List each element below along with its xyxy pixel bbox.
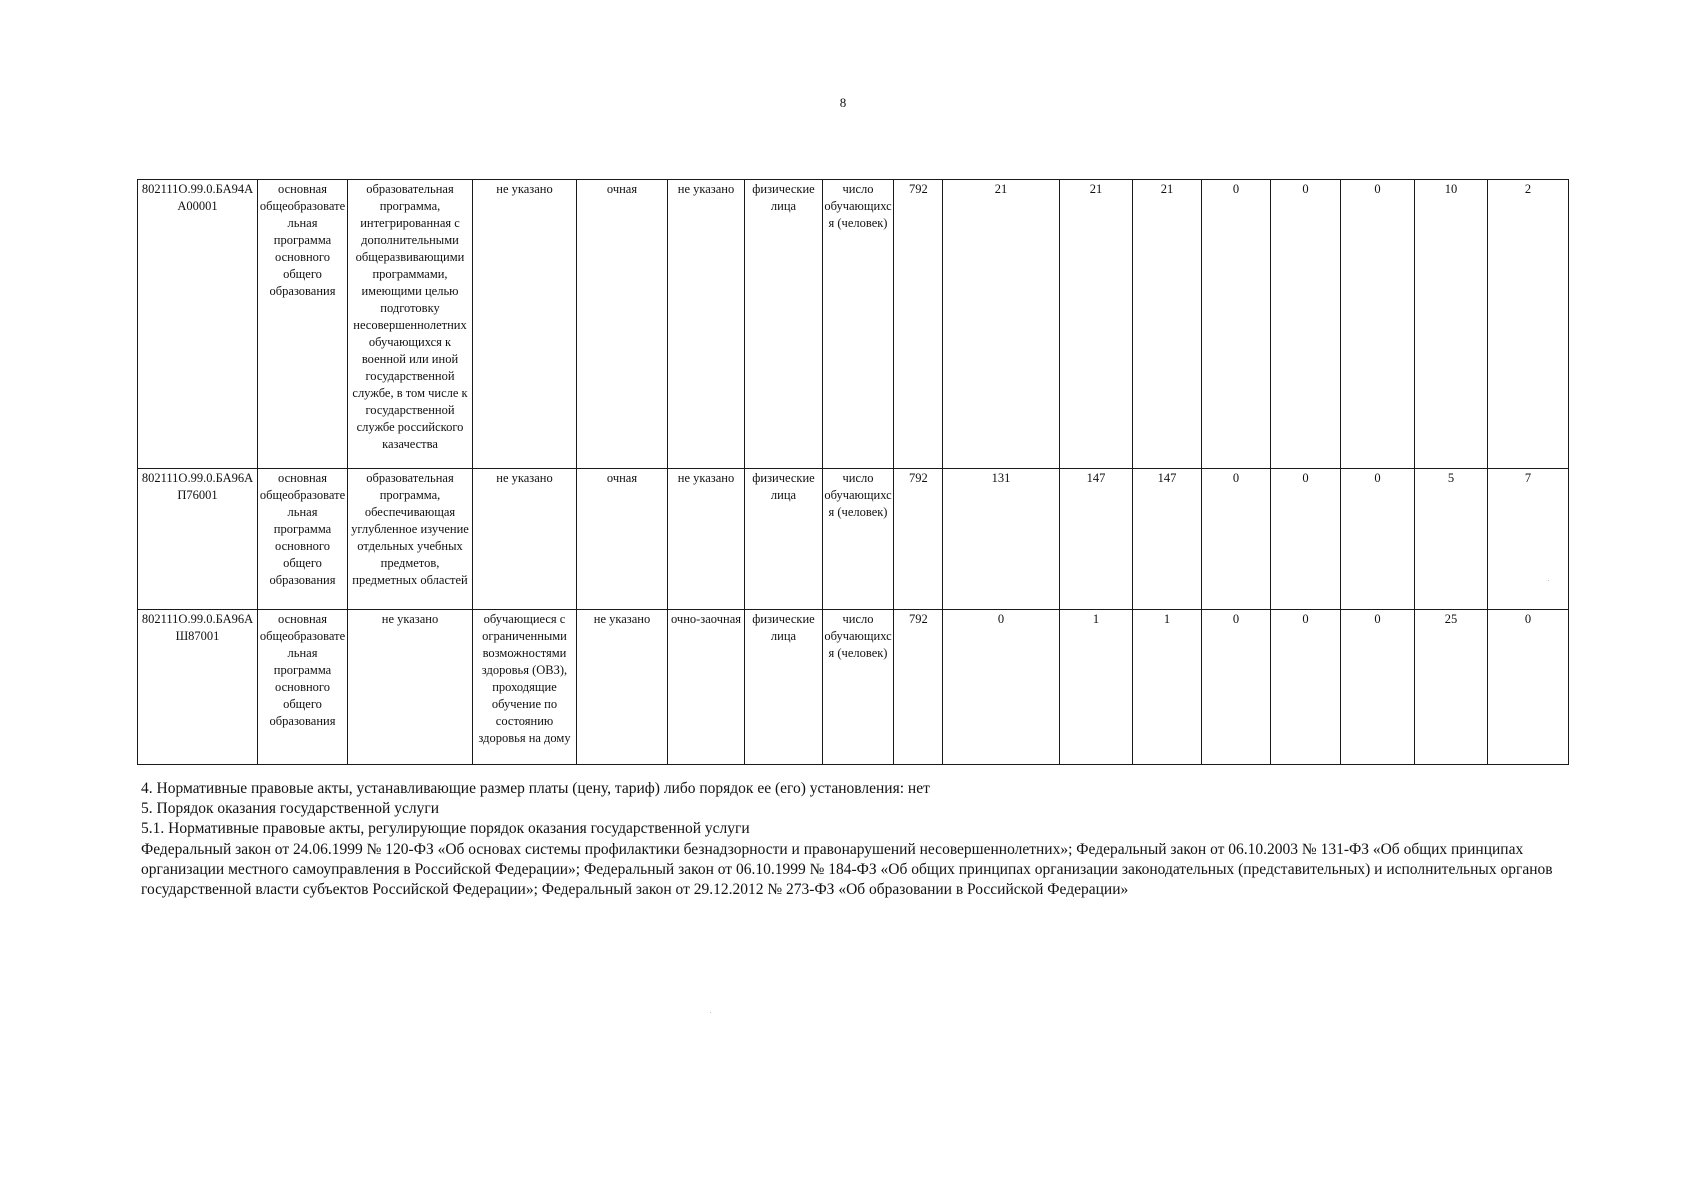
registry-code-cell: 802111О.99.0.БА96АП76001 [138,469,258,610]
value-cell: 0 [1271,469,1341,610]
category-cell: не указано [473,469,577,610]
program-cell: основная общеобразовательная программа основного общего образования [258,180,348,469]
scan-speck [1548,580,1549,581]
okei-code-cell: 792 [894,180,943,469]
value-cell: 0 [1341,610,1415,765]
average-value-cell: 1 [1133,610,1202,765]
note-item-5: 5. Порядок оказания государственной услуги [141,800,439,817]
education-form-cell: не указано [577,610,668,765]
education-form-cell: очная [577,180,668,469]
program-cell: основная общеобразовательная программа основного общего образования [258,610,348,765]
indicator-cell: число обучающихся (человек) [823,469,894,610]
education-form-cell: очная [577,469,668,610]
category-cell: не указано [473,180,577,469]
program-content-cell: не указано [348,610,473,765]
fact-value-cell: 21 [1060,180,1133,469]
average-value-cell: 147 [1133,469,1202,610]
table-row [138,469,1569,610]
registry-code-cell: 802111О.99.0.БА94АА00001 [138,180,258,469]
value-cell: 0 [1202,610,1271,765]
table-row [138,180,1569,469]
fact-value-cell: 1 [1060,610,1133,765]
scan-speck [710,1012,711,1013]
value-cell: 0 [1341,469,1415,610]
note-item-5-1: 5.1. Нормативные правовые акты, регулирующие порядок оказания государственной услуги [141,820,750,837]
notes-section [141,779,1561,900]
service-volume-table [137,179,1569,765]
value-cell: 0 [1202,469,1271,610]
indicator-cell: число обучающихся (человек) [823,610,894,765]
fact-value-cell: 147 [1060,469,1133,610]
program-cell: основная общеобразовательная программа основного общего образования [258,469,348,610]
place-cell: не указано [668,469,745,610]
approved-value-cell: 131 [943,469,1060,610]
average-value-cell: 21 [1133,180,1202,469]
value-cell: 0 [1271,610,1341,765]
approved-value-cell: 0 [943,610,1060,765]
place-cell: очно-заочная [668,610,745,765]
consumers-cell: физические лица [745,469,823,610]
value-cell: 7 [1488,469,1569,610]
value-cell: 25 [1415,610,1488,765]
value-cell: 0 [1271,180,1341,469]
program-content-cell: образовательная программа, обеспечивающая углубленное изучение отдельных учебных предметов, предметных областей [348,469,473,610]
page-number: 8 [839,95,847,110]
consumers-cell: физические лица [745,180,823,469]
value-cell: 2 [1488,180,1569,469]
category-cell: обучающиеся с ограниченными возможностями здоровья (ОВЗ), проходящие обучение по состоянию здоровья на дому [473,610,577,765]
value-cell: 10 [1415,180,1488,469]
program-content-cell: образовательная программа, интегрированная с дополнительными общеразвивающими программами, имеющими целью подготовку несовершеннолетних обучающихся к военной или иной государственной службе, в том числе к государственной службе российского казачества [348,180,473,469]
value-cell: 0 [1202,180,1271,469]
okei-code-cell: 792 [894,610,943,765]
note-item-4: 4. Нормативные правовые акты, устанавливающие размер платы (цену, тариф) либо порядок ее (его) установления: нет [141,780,930,797]
table-row [138,610,1569,765]
legal-acts-text: Федеральный закон от 24.06.1999 № 120-ФЗ «Об основах системы профилактики безнадзорности и правонарушений несовершеннолетних»; Федеральный закон от 06.10.2003 № 131-ФЗ «Об общих принципах организации местного самоуправления в Российской Федерации»; Федеральный закон от 06.10.1999 № 184-ФЗ «Об общих принципах организации законодательных (представительных) и исполнительных органов государственной власти субъектов Российской Федерации»; Федеральный закон от 29.12.2012 № 273-ФЗ «Об образовании в Российской Федерации» [141,841,1553,898]
value-cell: 0 [1488,610,1569,765]
registry-code-cell: 802111О.99.0.БА96АШ87001 [138,610,258,765]
value-cell: 5 [1415,469,1488,610]
value-cell: 0 [1341,180,1415,469]
okei-code-cell: 792 [894,469,943,610]
consumers-cell: физические лица [745,610,823,765]
indicator-cell: число обучающихся (человек) [823,180,894,469]
approved-value-cell: 21 [943,180,1060,469]
place-cell: не указано [668,180,745,469]
